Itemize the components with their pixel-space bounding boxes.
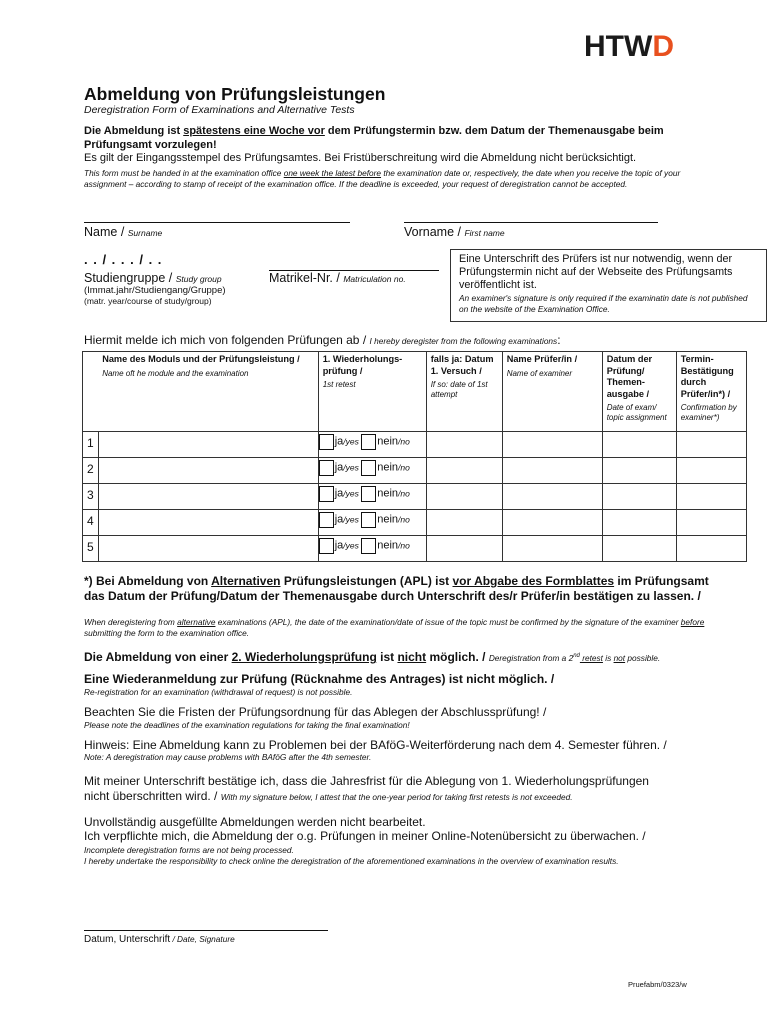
- retest-cell: ja/yes nein/no: [318, 458, 426, 484]
- no-checkbox[interactable]: [361, 434, 376, 450]
- monitor-note: Ich verpflichte mich, die Abmeldung der o.g. Prüfungen in meiner Online-Notenübersicht zu überwachen. /: [84, 829, 646, 843]
- row-number: 2: [83, 458, 99, 484]
- firstname-line[interactable]: [404, 222, 658, 223]
- surname-label: Name / Surname: [84, 225, 163, 239]
- htwd-logo: HTWD: [584, 30, 674, 63]
- one-year-confirmation-2: nicht überschritten wird. / With my signature below, I attest that the one-year period for taking first retests is not exceeded.: [84, 789, 573, 803]
- header-confirmation: Termin-Bestätigung durch Prüfer/in*) / Confirmation by examiner*): [676, 352, 746, 432]
- bafoeg-note: Hinweis: Eine Abmeldung kann zu Problemen bei der BAföG-Weiterförderung nach dem 4. Semester führen. /: [84, 738, 667, 752]
- examiner-cell[interactable]: [502, 510, 602, 536]
- form-code: Pruefabm/0323/w: [628, 980, 687, 989]
- retest-cell: ja/yes nein/no: [318, 536, 426, 562]
- incomplete-note: Unvollständig ausgefüllte Abmeldungen werden nicht bearbeitet.: [84, 815, 426, 829]
- deadline-notice: Die Abmeldung ist spätestens eine Woche vor dem Prüfungstermin bzw. dem Datum der Themenausgabe beim Prüfungsamt vorzulegen!: [84, 125, 664, 151]
- study-group-label: Studiengruppe / Study group: [84, 271, 222, 285]
- exam-date-cell[interactable]: [602, 536, 676, 562]
- stamp-notice: Es gilt der Eingangsstempel des Prüfungsamtes. Bei Fristüberschreitung wird die Abmeldung nicht berücksichtigt.: [84, 152, 637, 164]
- table-row: [83, 432, 747, 458]
- yes-checkbox[interactable]: [319, 434, 334, 450]
- matriculation-label: Matrikel-Nr. / Matriculation no.: [269, 271, 406, 285]
- confirmation-cell[interactable]: [676, 536, 746, 562]
- table-row: [83, 484, 747, 510]
- reregistration-note-en: Re-registration for an examination (withdrawal of request) is not possible.: [84, 687, 353, 697]
- signature-note-en: An examiner's signature is only required if the examinatin date is not published on the website of the Examination Office.: [459, 293, 748, 314]
- confirmation-cell[interactable]: [676, 484, 746, 510]
- retest-cell: ja/yes nein/no: [318, 484, 426, 510]
- apl-note: *) Bei Abmeldung von Alternativen Prüfungsleistungen (APL) ist vor Abgabe des Formblattes im Prüfungsamt das Datum der Prüfung/Datum der Themenausgabe durch Unterschrift des/r Prüfer/in bestätigen zu lassen. /: [84, 574, 709, 603]
- deadlines-note: Beachten Sie die Fristen der Prüfungsordnung für das Ablegen der Abschlussprüfung! /: [84, 705, 547, 719]
- row-number: 3: [83, 484, 99, 510]
- exam-date-cell[interactable]: [602, 458, 676, 484]
- row-number: 1: [83, 432, 99, 458]
- examiner-cell[interactable]: [502, 458, 602, 484]
- study-group-hint: (Immat.jahr/Studiengang/Gruppe): [84, 285, 226, 296]
- header-number: [83, 352, 99, 432]
- exam-date-cell[interactable]: [602, 484, 676, 510]
- header-retest: 1. Wiederholungs-prüfung / 1st retest: [318, 352, 426, 432]
- retest-cell: ja/yes nein/no: [318, 510, 426, 536]
- table-row: [83, 510, 747, 536]
- second-retest-note: Die Abmeldung von einer 2. Wiederholungsprüfung ist nicht möglich. / Deregistration from a 2nd retest is not possible.: [84, 650, 661, 664]
- table-header-row: [83, 352, 747, 432]
- examiner-cell[interactable]: [502, 484, 602, 510]
- table-row: [83, 458, 747, 484]
- exam-date-cell[interactable]: [602, 432, 676, 458]
- no-checkbox[interactable]: [361, 538, 376, 554]
- module-cell[interactable]: [98, 484, 318, 510]
- page-title: Abmeldung von Prüfungsleistungen: [84, 84, 386, 104]
- signature-label: Datum, Unterschrift / Date, Signature: [84, 934, 235, 945]
- module-cell[interactable]: [98, 432, 318, 458]
- no-checkbox[interactable]: [361, 512, 376, 528]
- yes-checkbox[interactable]: [319, 512, 334, 528]
- header-module: Name des Moduls und der Prüfungsleistung / Name oft he module and the examination: [98, 352, 318, 432]
- confirmation-cell[interactable]: [676, 432, 746, 458]
- one-year-confirmation: Mit meiner Unterschrift bestätige ich, dass die Jahresfrist für die Ablegung von 1. Wiederholungsprüfungen: [84, 774, 649, 788]
- no-checkbox[interactable]: [361, 460, 376, 476]
- table-row: [83, 536, 747, 562]
- first-attempt-cell[interactable]: [426, 432, 502, 458]
- examinations-table: [82, 351, 747, 562]
- header-exam-date: Datum der Prüfung/ Themen-ausgabe / Date of exam/ topic assignment: [602, 352, 676, 432]
- study-group-placeholder[interactable]: . . / . . . / . .: [84, 252, 163, 267]
- module-cell[interactable]: [98, 536, 318, 562]
- first-attempt-cell[interactable]: [426, 458, 502, 484]
- yes-checkbox[interactable]: [319, 460, 334, 476]
- retest-cell: ja/yes nein/no: [318, 432, 426, 458]
- examiner-cell[interactable]: [502, 432, 602, 458]
- study-group-hint-en: (matr. year/course of study/group): [84, 296, 212, 306]
- firstname-label: Vorname / First name: [404, 225, 505, 239]
- monitor-note-en: I hereby undertake the responsibility to check online the deregistration of the aforementioned examinations in the overview of examination results.: [84, 856, 619, 866]
- module-cell[interactable]: [98, 510, 318, 536]
- incomplete-note-en: Incomplete deregistration forms are not being processed.: [84, 845, 294, 855]
- row-number: 4: [83, 510, 99, 536]
- first-attempt-cell[interactable]: [426, 536, 502, 562]
- apl-note-en: When deregistering from alternative examinations (APL), the date of the examination/date of issue of the topic must be confirmed by the signature of the examiner before submitting the form to the examination office.: [84, 617, 705, 638]
- examiner-cell[interactable]: [502, 536, 602, 562]
- row-number: 5: [83, 536, 99, 562]
- yes-checkbox[interactable]: [319, 538, 334, 554]
- no-checkbox[interactable]: [361, 486, 376, 502]
- deadlines-note-en: Please note the deadlines of the examination regulations for taking the final examination!: [84, 720, 410, 730]
- header-first-attempt: falls ja: Datum 1. Versuch / If so: date of 1st attempt: [426, 352, 502, 432]
- examiner-signature-note: [450, 249, 767, 322]
- signature-line[interactable]: [84, 930, 328, 931]
- confirmation-cell[interactable]: [676, 510, 746, 536]
- surname-line[interactable]: [84, 222, 350, 223]
- first-attempt-cell[interactable]: [426, 484, 502, 510]
- deadline-notice-en: This form must be handed in at the examination office one week the latest before the examination date or, respectively, the date when you receive the topic of your assignment – according to stamp of receipt of the examination office. If the deadline is exceeded, your request of deregistration cannot be accepted.: [84, 168, 681, 189]
- reregistration-note: Eine Wiederanmeldung zur Prüfung (Rücknahme des Antrages) ist nicht möglich. /: [84, 672, 555, 686]
- yes-checkbox[interactable]: [319, 486, 334, 502]
- confirmation-cell[interactable]: [676, 458, 746, 484]
- module-cell[interactable]: [98, 458, 318, 484]
- bafoeg-note-en: Note: A deregistration may cause problems with BAföG after the 4th semester.: [84, 752, 372, 762]
- first-attempt-cell[interactable]: [426, 510, 502, 536]
- header-examiner: Name Prüfer/in / Name of examiner: [502, 352, 602, 432]
- page-subtitle: Deregistration Form of Examinations and Alternative Tests: [84, 104, 355, 116]
- signature-note-de: Eine Unterschrift des Prüfers ist nur notwendig, wenn der Prüfungstermin nicht auf der Webseite des Prüfungsamts veröffentlicht ist.: [459, 253, 733, 291]
- examinations-intro: Hiermit melde ich mich von folgenden Prüfungen ab / I hereby deregister from the following examinations:: [84, 333, 561, 347]
- exam-date-cell[interactable]: [602, 510, 676, 536]
